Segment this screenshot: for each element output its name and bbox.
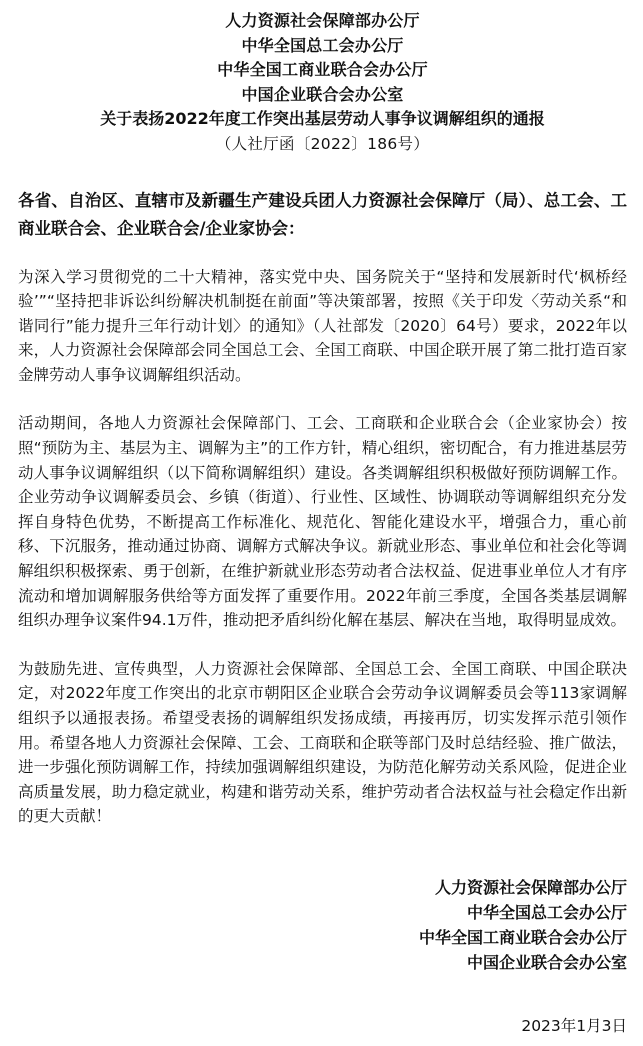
issuer-line: 中华全国总工会办公厅 — [241, 35, 404, 55]
signer-line: 中国企业联合会办公室 — [466, 952, 627, 972]
body-paragraph-1: 为深入学习贯彻党的二十大精神，落实党中央、国务院关于“坚持和发展新时代‘枫桥经验’”“坚持把非诉讼纠纷解决机制挺在前面”等决策部署，按照《关于印发〈劳动关系“和谐同行”能力提升三年行动计划〉的通知》（人社部发〔2020〕64号）要求，2022年以来，人力资源社会保障部会同全国总工会、全国工商联、中国企联开展了第二批打造百家金牌劳动人事争议调解组织活动。 — [18, 267, 627, 384]
document-number: （人社厅函〔2022〕186号） — [215, 134, 430, 153]
signer-line: 中华全国工商业联合会办公厅 — [418, 927, 627, 947]
document-header — [18, 0, 627, 157]
issuer-line: 中华全国工商业联合会办公厅 — [217, 60, 428, 79]
signer-line: 人力资源社会保障部办公厅 — [434, 877, 627, 897]
signer-line: 中华全国总工会办公厅 — [466, 902, 627, 922]
body-paragraph-3: 为鼓励先进、宣传典型，人力资源社会保障部、全国总工会、全国工商联、中国企联决定，对2022年度工作突出的北京市朝阳区企业联合会劳动争议调解委员会等113家调解组织予以通报表扬。希望受表扬的调解组织发扬成绩，再接再厉，切实发挥示范引领作用。希望各地人力资源社会保障、工会、工商联和企联等部门及时总结经验、推广做法，进一步强化预防调解工作，持续加强调解组织建设，为防范化解劳动关系风险，促进企业高质量发展，助力稳定就业，构建和谐劳动关系，维护劳动者合法权益与社会稳定作出新的更大贡献！ — [18, 659, 627, 826]
signature-block — [18, 875, 627, 975]
salutation: 各省、自治区、直辖市及新疆生产建设兵团人力资源社会保障厅（局）、总工会、工商业联合会、企业联合会/企业家协会： — [18, 190, 627, 238]
document-title: 关于表扬2022年度工作突出基层劳动人事争议调解组织的通报 — [100, 109, 545, 128]
issue-date: 2023年1月3日 — [521, 1017, 627, 1035]
issuer-line: 中国企业联合会办公室 — [241, 84, 404, 104]
issuer-line: 人力资源社会保障部办公厅 — [225, 11, 420, 30]
body-paragraph-2: 活动期间，各地人力资源社会保障部门、工会、工商联和企业联合会（企业家协会）按照“预防为主、基层为主、调解为主”的工作方针，精心组织，密切配合，有力推进基层劳动人事争议调解组织（以下简称调解组织）建设。各类调解组织积极做好预防调解工作。企业劳动争议调解委员会、乡镇（街道）、行业性、区域性、协调联动等调解组织充分发挥自身特色优势，不断提高工作标准化、规范化、智能化建设水平，增强合力，重心前移、下沉服务，推动通过协商、调解方式解决争议。新就业形态、事业单位和社会化等调解组织积极探索、勇于创新，在维护新就业形态劳动者合法权益、促进事业单位人才有序流动和增加调解服务供给等方面发挥了重要作用。2022年前三季度，全国各类基层调解组织办理争议案件94.1万件，推动把矛盾纠纷化解在基层、解决在当地，取得明显成效。 — [18, 414, 627, 630]
